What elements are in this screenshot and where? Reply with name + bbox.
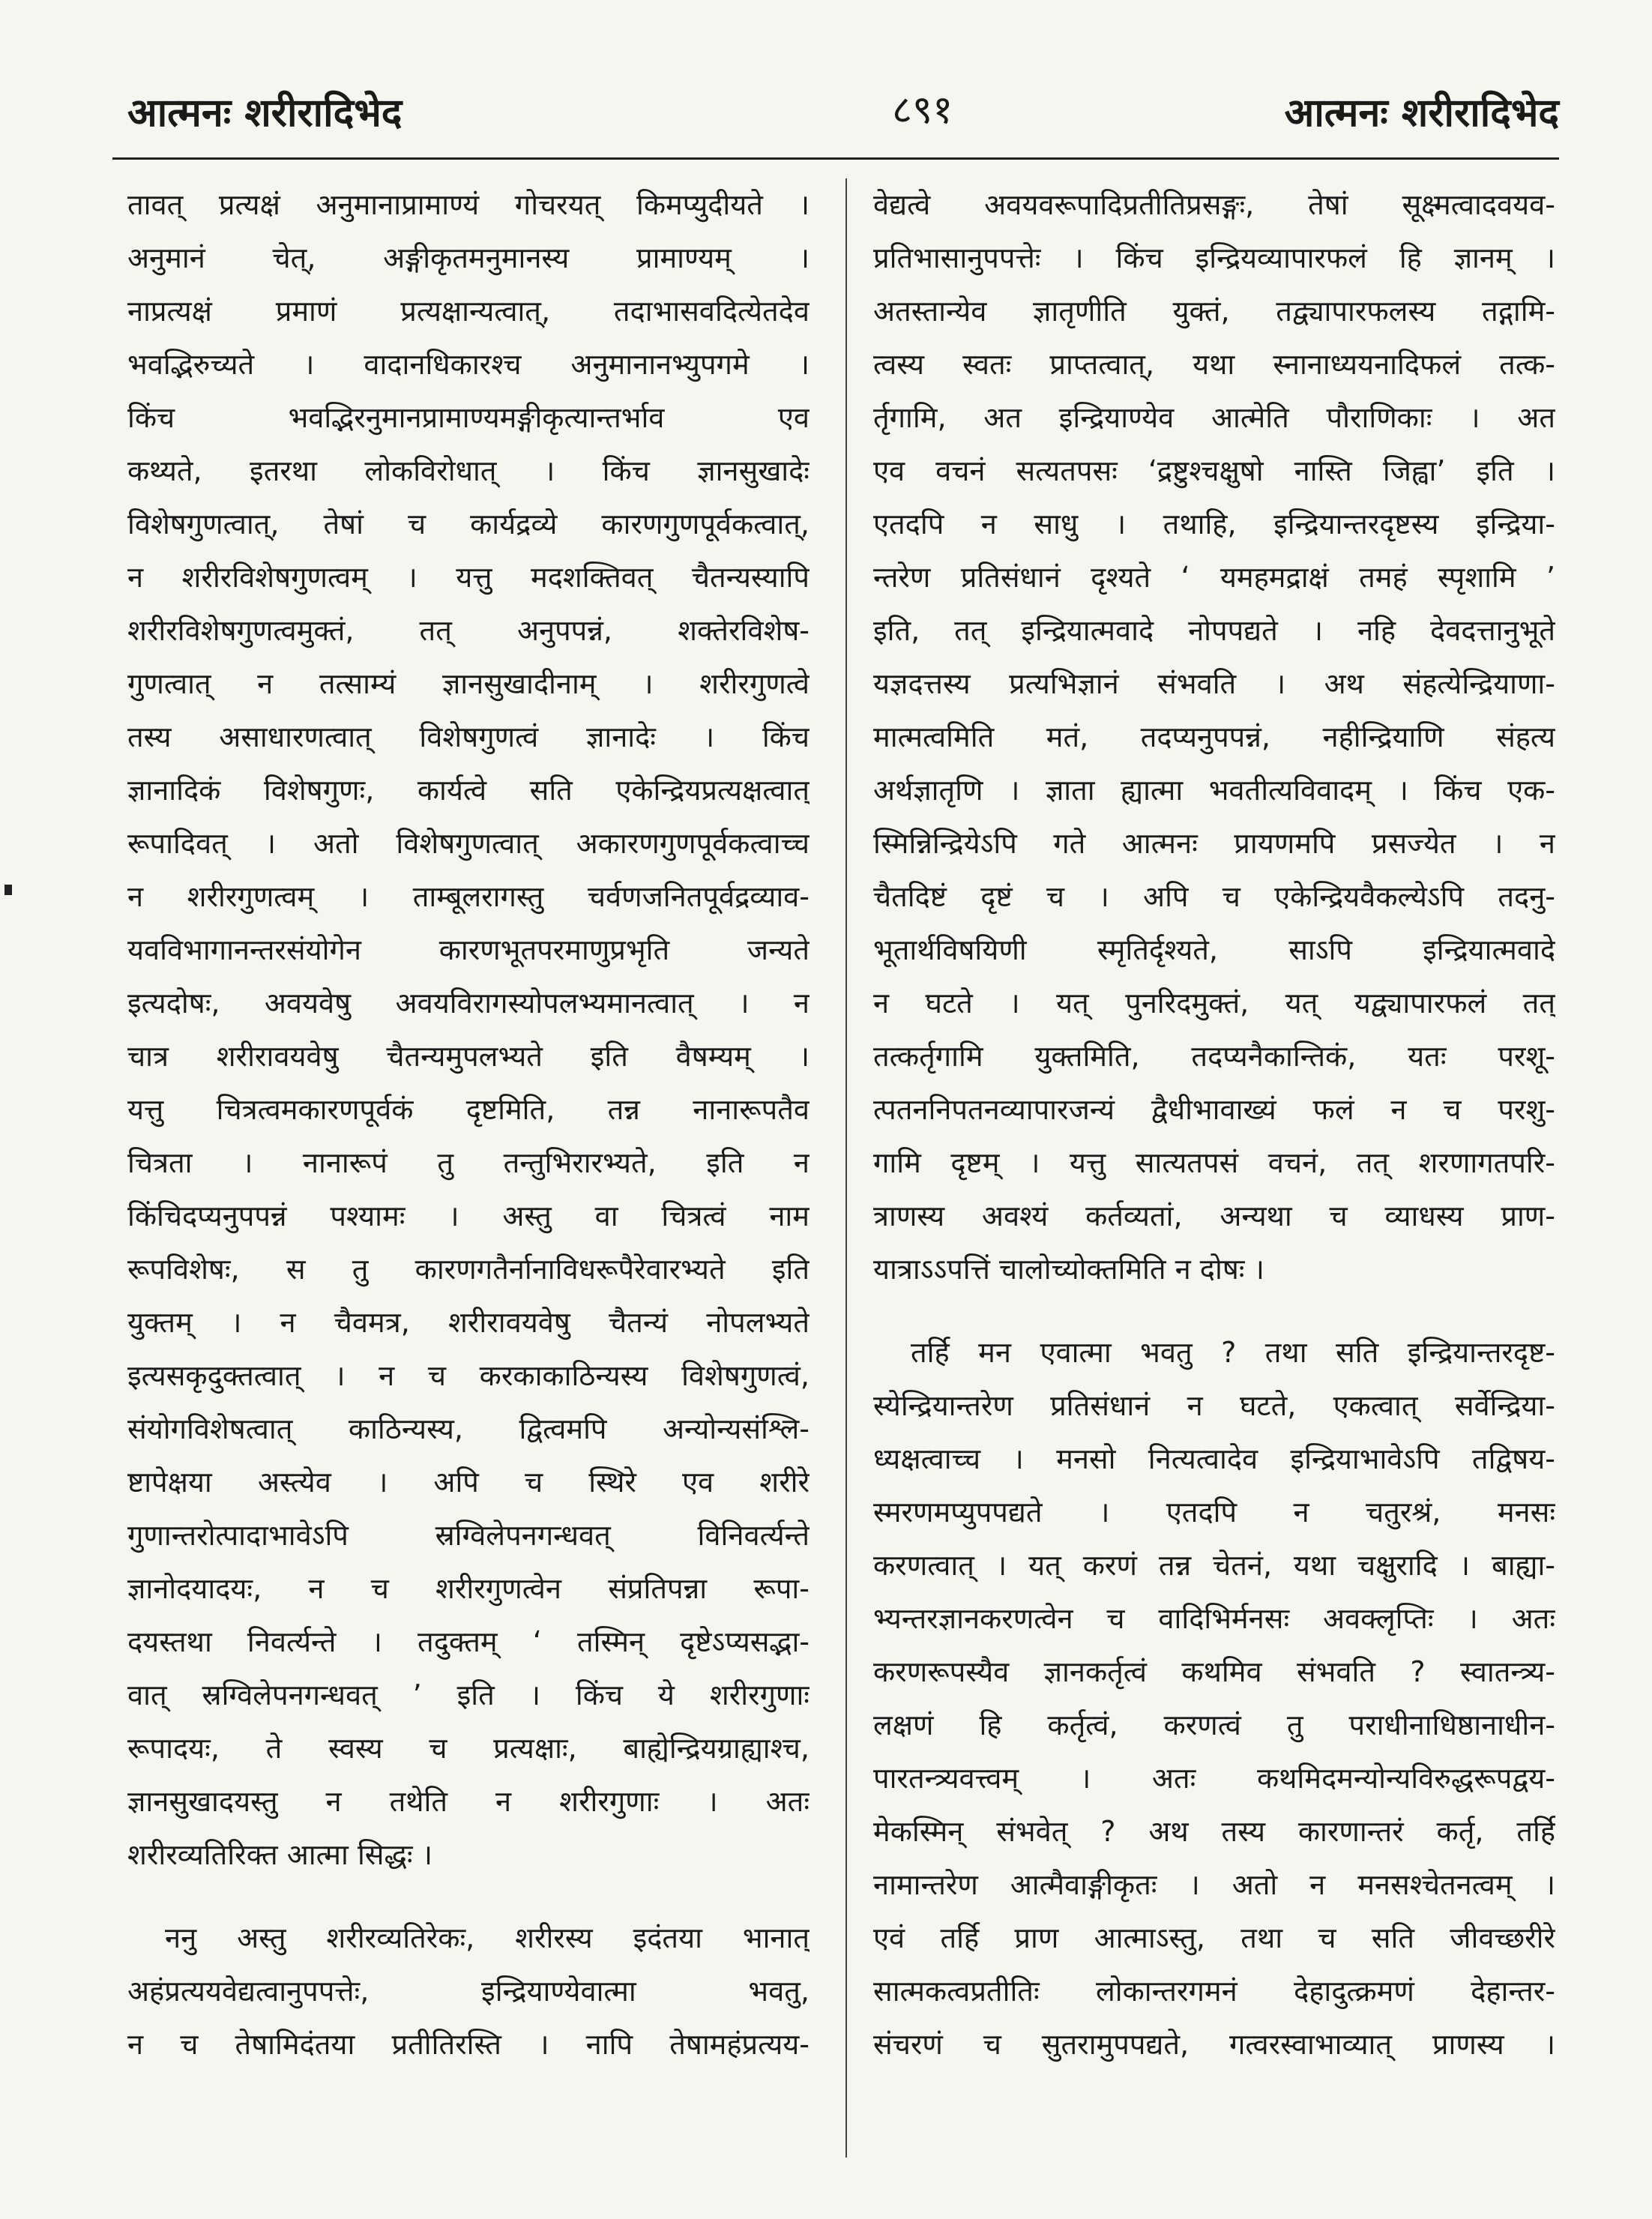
text-line: पारतन्त्र्यवत्त्वम् । अतः कथमिदमन्योन्यविरुद्धरूपद्वय- bbox=[873, 1762, 1555, 1795]
text-line: न घटते । यत् पुनरिदमुक्तं, यत् यद्व्यापारफलं तत् bbox=[873, 987, 1555, 1020]
text-line: भवद्भिरुच्यते । वादानधिकारश्च अनुमानानभ्युपगमे । bbox=[127, 348, 810, 381]
text-line: किंचिदप्यनुपपन्नं पश्यामः । अस्तु वा चित्रत्वं नाम bbox=[127, 1199, 810, 1232]
text-line: रूपविशेषः, स तु कारणगतैर्नानाविधरूपैरेवारभ्यते इति bbox=[127, 1253, 810, 1286]
text-line: गुणत्वात् न तत्साम्यं ज्ञानसुखादीनाम् । शरीरगुणत्वे bbox=[127, 667, 810, 700]
text-line: वेद्यत्वे अवयवरूपादिप्रतीतिप्रसङ्गः, तेषां सूक्ष्मत्वादवयव- bbox=[873, 188, 1555, 221]
text-line: न्तरेण प्रतिसंधानं दृश्यते ‘ यमहमद्राक्षं तमहं स्पृशामि ’ bbox=[873, 561, 1555, 594]
text-line: स्येन्द्रियान्तरेण प्रतिसंधानं न घटते, एकत्वात् सर्वेन्द्रिया- bbox=[873, 1389, 1555, 1422]
text-line: इत्यसकृदुक्तत्वात् । न च करकाकाठिन्यस्य विशेषगुणत्वं, bbox=[127, 1359, 810, 1392]
left-column bbox=[127, 178, 810, 2071]
text-line: भूतार्थविषयिणी स्मृतिर्दृश्यते, साऽपि इन्द्रियात्मवादे bbox=[873, 933, 1555, 966]
text-line: ज्ञानसुखादयस्तु न तथेति न शरीरगुणाः । अतः bbox=[127, 1785, 810, 1818]
text-line: ष्टापेक्षया अस्त्येव । अपि च स्थिरे एव शरीरे bbox=[127, 1466, 810, 1499]
text-line: तस्य असाधारणत्वात् विशेषगुणत्वं ज्ञानादेः । किंच bbox=[127, 720, 810, 753]
text-line: गामि दृष्टम् । यत्तु सात्यतपसं वचनं, तत् शरणागतपरि- bbox=[873, 1146, 1555, 1179]
text-line: अनुमानं चेत्, अङ्गीकृतमनुमानस्य प्रामाण्यम् । bbox=[127, 241, 810, 274]
page-header bbox=[112, 71, 1559, 139]
text-line: ज्ञानादिकं विशेषगुणः, कार्यत्वे सति एकेन्द्रियप्रत्यक्षत्वात् bbox=[127, 774, 810, 807]
text-line: नामान्तरेण आत्मैवाङ्गीकृतः । अतो न मनसश्चेतनत्वम् । bbox=[873, 1868, 1555, 1901]
text-line: ज्ञानोदयादयः, न च शरीरगुणत्वेन संप्रतिपन्ना रूपा- bbox=[127, 1572, 810, 1605]
text-line: ननु अस्तु शरीरव्यतिरेकः, शरीरस्य इदंतया भानात् bbox=[165, 1921, 810, 1954]
text-line: किंच भवद्भिरनुमानप्रामाण्यमङ्गीकृत्यान्तर्भाव एव bbox=[127, 401, 810, 434]
text-line: करणत्वात् । यत् करणं तन्न चेतनं, यथा चक्षुरादि । बाह्या- bbox=[873, 1549, 1555, 1582]
text-line: करणरूपस्यैव ज्ञानकर्तृत्वं कथमिव संभवति ? स्वातन्त्र्य- bbox=[873, 1655, 1555, 1688]
running-head-right: आत्मनः शरीरादिभेद bbox=[1284, 91, 1559, 136]
text-line: त्पतननिपतनव्यापारजन्यं द्वैधीभावाख्यं फलं न च परशु- bbox=[873, 1093, 1555, 1126]
text-line: इति, तत् इन्द्रियात्मवादे नोपपद्यते । नहि देवदत्तानुभूते bbox=[873, 614, 1555, 647]
text-line: चित्रता । नानारूपं तु तन्तुभिरारभ्यते, इति न bbox=[127, 1146, 810, 1179]
text-line: एतदपि न साधु । तथाहि, इन्द्रियान्तरदृष्टस्य इन्द्रिया- bbox=[873, 508, 1555, 541]
text-line: एव वचनं सत्यतपसः ‘द्रष्टुश्चक्षुषो नास्ति जिह्वा’ इति । bbox=[873, 454, 1555, 487]
text-line: संचरणं च सुतरामुपपद्यते, गत्वरस्वाभाव्यात् प्राणस्य । bbox=[873, 2028, 1555, 2061]
text-line: विशेषगुणत्वात्, तेषां च कार्यद्रव्ये कारणगुणपूर्वकत्वात्, bbox=[127, 508, 810, 541]
text-line: स्मरणमप्युपपद्यते । एतदपि न चतुरश्रं, मनसः bbox=[873, 1496, 1555, 1529]
page-number: ८९१ bbox=[892, 88, 953, 133]
text-line: युक्तम् । न चैवमत्र, शरीरावयवेषु चैतन्यं नोपलभ्यते bbox=[127, 1306, 810, 1339]
text-line: ध्यक्षत्वाच्च । मनसो नित्यत्वादेव इन्द्रियाभावेऽपि तद्विषय- bbox=[873, 1442, 1555, 1475]
text-line: यत्तु चित्रत्वमकारणपूर्वकं दृष्टमिति, तन्न नानारूपतैव bbox=[127, 1093, 810, 1126]
text-line: चैतदिष्टं दृष्टं च । अपि च एकेन्द्रियवैकल्येऽपि तदनु- bbox=[873, 880, 1555, 913]
paragraph-gap bbox=[127, 1882, 810, 1912]
text-line: तत्कर्तृगामि युक्तमिति, तदप्यनैकान्तिकं, यतः परशू- bbox=[873, 1040, 1555, 1073]
text-line: लक्षणं हि कर्तृत्वं, करणत्वं तु पराधीनाधिष्ठानाधीन- bbox=[873, 1708, 1555, 1741]
text-line: अर्थज्ञातृणि । ज्ञाता ह्यात्मा भवतीत्यविवादम् । किंच एक- bbox=[873, 774, 1555, 807]
text-line: गुणान्तरोत्पादाभावेऽपि स्रग्विलेपनगन्धवत् विनिवर्त्यन्ते bbox=[127, 1519, 810, 1552]
text-line: र्तृगामि, अत इन्द्रियाण्येव आत्मेति पौराणिकाः । अत bbox=[873, 401, 1555, 434]
text-line: शरीरव्यतिरिक्त आत्मा सिद्धः । bbox=[127, 1838, 433, 1871]
right-column bbox=[873, 178, 1555, 2071]
text-line: चात्र शरीरावयवेषु चैतन्यमुपलभ्यते इति वैषम्यम् । bbox=[127, 1040, 810, 1073]
text-line: संयोगविशेषत्वात् काठिन्यस्य, द्वित्वमपि अन्योन्यसंश्लि- bbox=[127, 1412, 810, 1445]
text-line: नाप्रत्यक्षं प्रमाणं प्रत्यक्षान्यत्वात्, तदाभासवदित्येतदेव bbox=[127, 295, 810, 328]
running-head-left: आत्मनः शरीरादिभेद bbox=[127, 91, 403, 136]
column-divider bbox=[845, 178, 847, 2158]
text-line: भ्यन्तरज्ञानकरणत्वेन च वादिभिर्मनसः अवक्लृप्तिः । अतः bbox=[873, 1602, 1555, 1635]
text-line: तर्हि मन एवात्मा भवतु ? तथा सति इन्द्रियान्तरदृष्ट- bbox=[911, 1336, 1555, 1369]
text-line: न शरीरविशेषगुणत्वम् । यत्तु मदशक्तिवत् चैतन्यस्यापि bbox=[127, 561, 810, 594]
text-line: प्रतिभासानुपपत्तेः । किंच इन्द्रियव्यापारफलं हि ज्ञानम् । bbox=[873, 241, 1555, 274]
text-line: वात् स्रग्विलेपनगन्धवत् ’ इति । किंच ये शरीरगुणाः bbox=[127, 1678, 810, 1711]
header-rule bbox=[112, 157, 1559, 160]
text-line: त्वस्य स्वतः प्राप्तत्वात्, यथा स्नानाध्ययनादिफलं तत्क- bbox=[873, 348, 1555, 381]
text-line: रूपादिवत् । अतो विशेषगुणत्वात् अकारणगुणपूर्वकत्वाच्च bbox=[127, 827, 810, 860]
text-line: मेकस्मिन् संभवेत् ? अथ तस्य कारणान्तरं कर्तृ, तर्हि bbox=[873, 1815, 1555, 1848]
margin-mark bbox=[4, 885, 12, 895]
text-line: तावत् प्रत्यक्षं अनुमानाप्रामाण्यं गोचरयत् किमप्युदीयते । bbox=[127, 188, 810, 221]
text-line: सात्मकत्वप्रतीतिः लोकान्तरगमनं देहादुत्क्रमणं देहान्तर- bbox=[873, 1975, 1555, 2008]
text-line: न शरीरगुणत्वम् । ताम्बूलरागस्तु चर्वणजनितपूर्वद्रव्याव- bbox=[127, 880, 810, 913]
text-line: रूपादयः, ते स्वस्य च प्रत्यक्षाः, बाह्येन्द्रियग्राह्याश्च, bbox=[127, 1732, 810, 1765]
paragraph-gap bbox=[873, 1296, 1555, 1326]
text-line: त्राणस्य अवश्यं कर्तव्यतां, अन्यथा च व्याधस्य प्राण- bbox=[873, 1199, 1555, 1232]
text-line: यात्राऽऽपत्तिं चालोच्योक्तमिति न दोषः । bbox=[873, 1253, 1264, 1286]
text-line: यज्ञदत्तस्य प्रत्यभिज्ञानं संभवति । अथ संहत्येन्द्रियाणा- bbox=[873, 667, 1555, 700]
text-line: स्मिन्निन्द्रियेऽपि गते आत्मनः प्रायणमपि प्रसज्येत । न bbox=[873, 827, 1555, 860]
text-line: दयस्तथा निवर्त्यन्ते । तदुक्तम् ‘ तस्मिन् दृष्टेऽप्यसद्भा- bbox=[127, 1625, 810, 1658]
text-line: अहंप्रत्ययवेद्यत्वानुपपत्तेः, इन्द्रियाण्येवात्मा भवतु, bbox=[127, 1975, 810, 2008]
text-line: न च तेषामिदंतया प्रतीतिरस्ति । नापि तेषामहंप्रत्यय- bbox=[127, 2028, 810, 2061]
text-line: शरीरविशेषगुणत्वमुक्तं, तत् अनुपपन्नं, शक्तेरविशेष- bbox=[127, 614, 810, 647]
text-line: अतस्तान्येव ज्ञातृणीति युक्तं, तद्व्यापारफलस्य तद्गामि- bbox=[873, 295, 1555, 328]
text-line: इत्यदोषः, अवयवेषु अवयविरागस्योपलभ्यमानत्वात् । न bbox=[127, 987, 810, 1020]
text-line: एवं तर्हि प्राण आत्माऽस्तु, तथा च सति जीवच्छरीरे bbox=[873, 1921, 1555, 1954]
text-line: यवविभागानन्तरसंयोगेन कारणभूतपरमाणुप्रभृति जन्यते bbox=[127, 933, 810, 966]
text-line: मात्मत्वमिति मतं, तदप्यनुपपन्नं, नहीन्द्रियाणि संहत्य bbox=[873, 720, 1555, 753]
text-line: कथ्यते, इतरथा लोकविरोधात् । किंच ज्ञानसुखादेः bbox=[127, 454, 810, 487]
